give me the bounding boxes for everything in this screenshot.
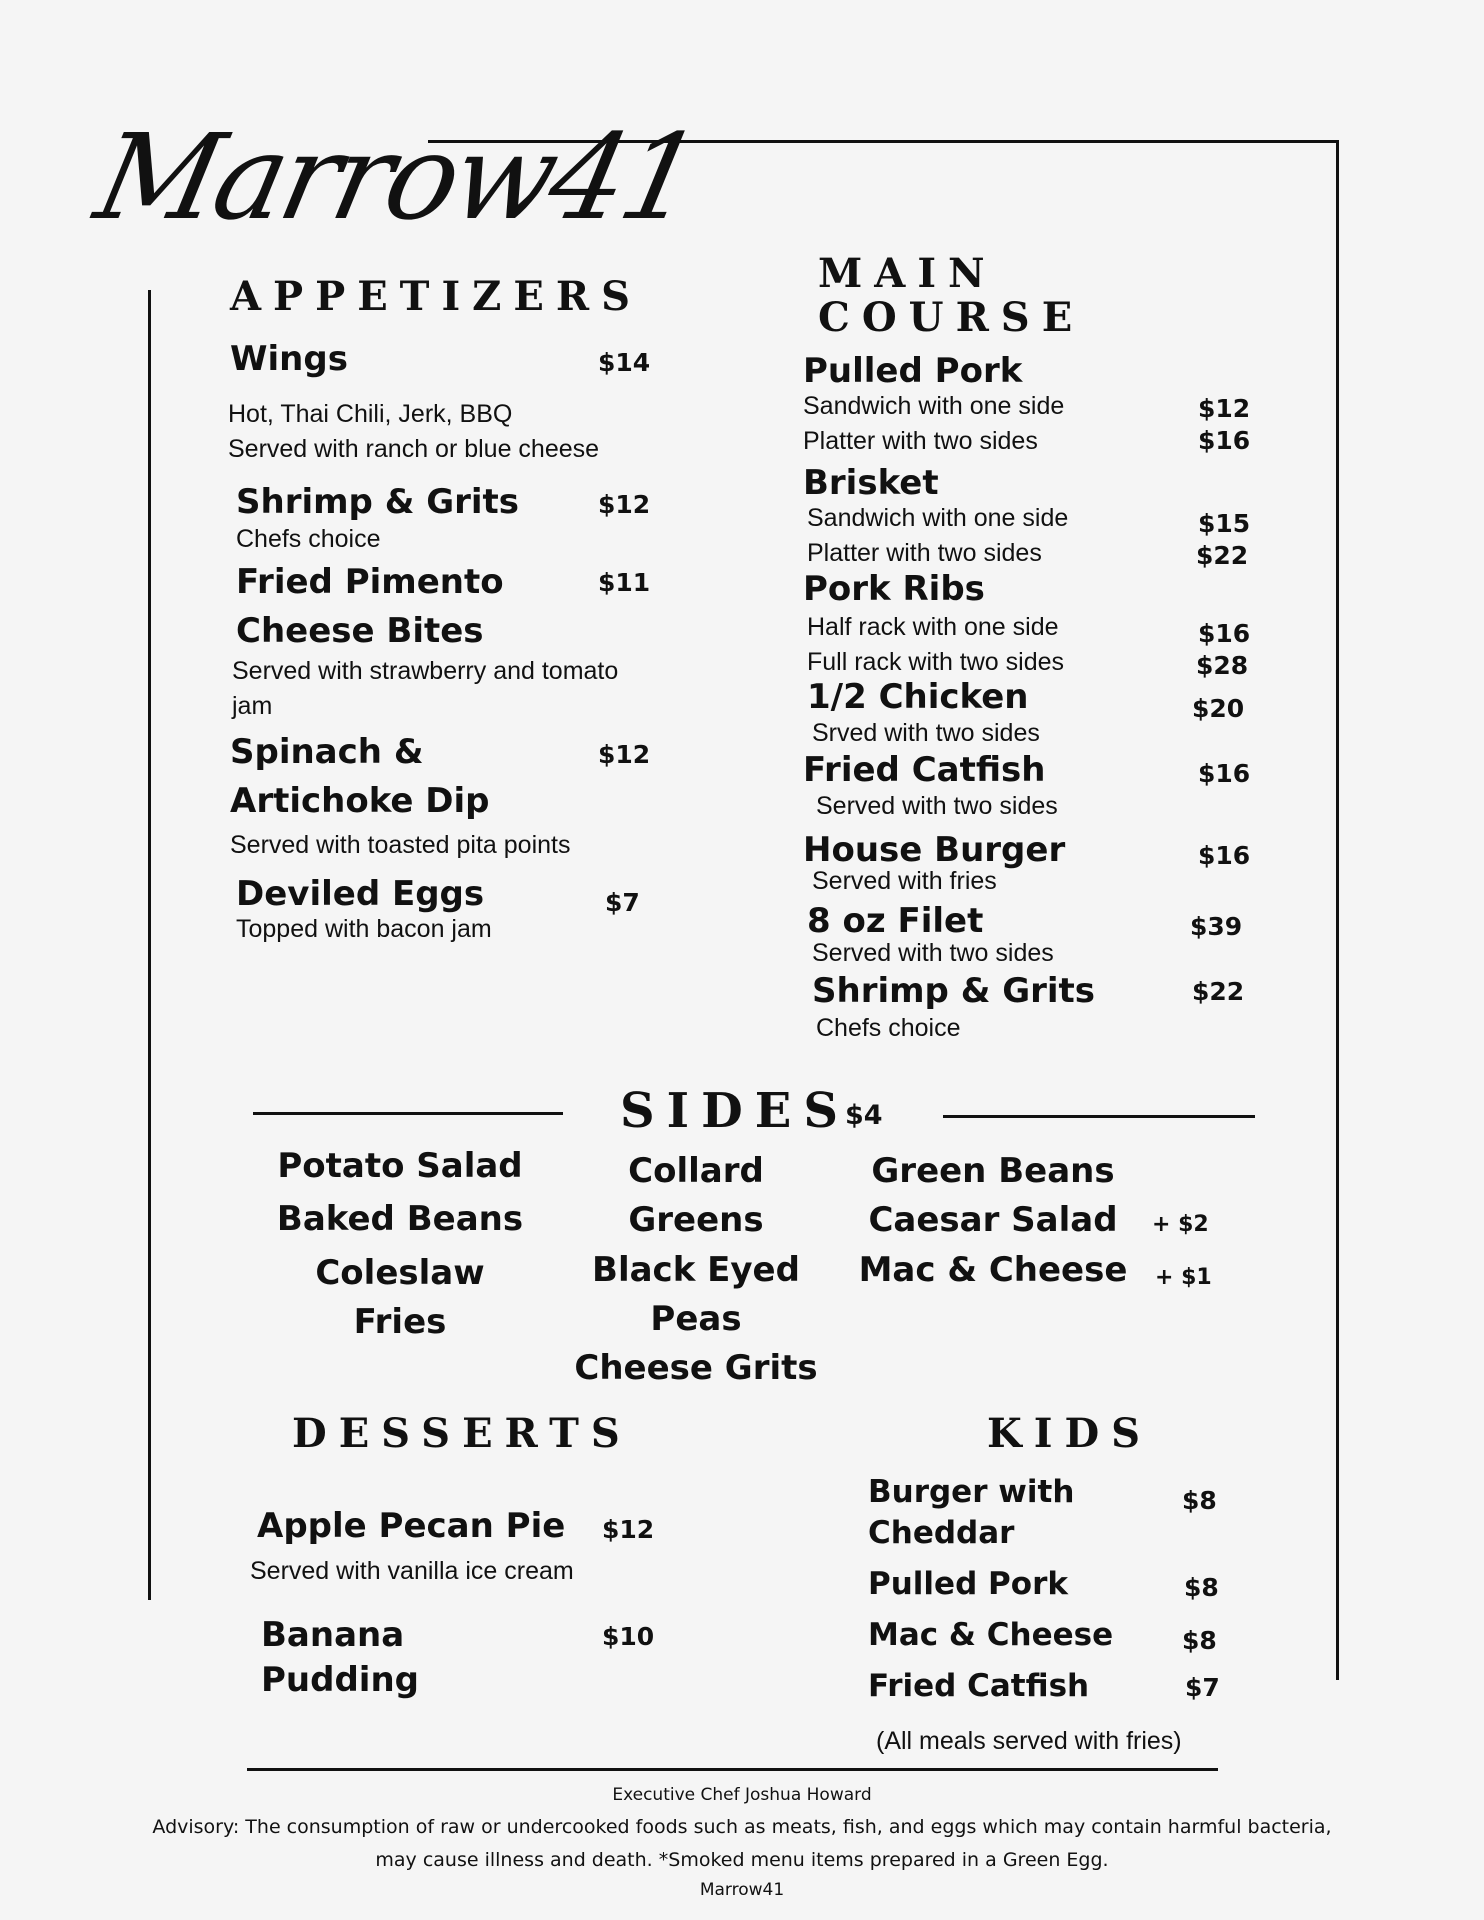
main-item-name: Pork Ribs	[803, 569, 985, 609]
main-item-option: Platter with two sides	[803, 427, 1038, 455]
footer-brand: Marrow41	[699, 1880, 785, 1900]
appetizer-name: Cheese Bites	[236, 611, 484, 651]
side-item: Cheese Grits	[574, 1348, 818, 1389]
side-item: Caesar Salad	[868, 1200, 1118, 1241]
kids-item-price: $8	[1182, 1486, 1217, 1515]
main-item-desc: Srved with two sides	[812, 719, 1040, 747]
kids-title: KIDS	[987, 1410, 1153, 1457]
side-item: Baked Beans	[276, 1199, 524, 1240]
appetizers-title: APPETIZERS	[230, 273, 642, 320]
appetizer-name: Artichoke Dip	[230, 781, 490, 821]
appetizer-desc: Hot, Thai Chili, Jerk, BBQ	[228, 400, 513, 428]
side-upcharge: + $1	[1155, 1265, 1212, 1290]
side-item: Mac & Cheese	[858, 1249, 1128, 1290]
appetizer-price: $7	[605, 888, 640, 917]
appetizer-price: $11	[598, 568, 651, 597]
dessert-price: $10	[602, 1622, 655, 1651]
footer-rule	[247, 1768, 1218, 1771]
appetizer-price: $12	[598, 740, 651, 769]
appetizer-price: $14	[598, 348, 651, 377]
dessert-name: Apple Pecan Pie	[257, 1506, 566, 1546]
appetizer-desc: Served with toasted pita points	[230, 831, 571, 859]
appetizer-name: Wings	[230, 339, 348, 379]
main-item-name: 8 oz Filet	[807, 901, 984, 941]
main-item-price: $28	[1196, 651, 1249, 680]
sides-column-3	[843, 1147, 1143, 1295]
main-item-desc: Served with two sides	[812, 939, 1054, 967]
frame-right-line	[1336, 140, 1339, 1680]
main-course-title: COURSE	[818, 294, 1085, 341]
side-item: Black Eyed	[592, 1249, 800, 1290]
dessert-desc: Served with vanilla ice cream	[250, 1557, 574, 1585]
kids-item-name: Mac & Cheese	[868, 1617, 1114, 1653]
main-item-desc: Served with two sides	[816, 792, 1058, 820]
side-item: Potato Salad	[277, 1146, 523, 1186]
appetizer-name: Spinach &	[230, 732, 424, 772]
kids-item-name: Burger with	[868, 1474, 1075, 1510]
main-item-name: Fried Catfish	[803, 750, 1046, 790]
main-item-price: $15	[1198, 509, 1251, 538]
dessert-name: Pudding	[261, 1660, 419, 1700]
main-item-option: Half rack with one side	[807, 613, 1059, 641]
side-upcharge: + $2	[1152, 1212, 1209, 1237]
main-item-desc: Served with fries	[812, 867, 997, 895]
main-item-price: $39	[1190, 912, 1243, 941]
appetizer-desc: Topped with bacon jam	[236, 915, 492, 943]
side-item: Collard	[628, 1151, 764, 1191]
advisory-line: Advisory: The consumption of raw or undercooked foods such as meats, fish, and eggs which may contain harmful bacteria,	[152, 1816, 1332, 1838]
sides-rule-right	[943, 1115, 1255, 1118]
main-item-option: Full rack with two sides	[807, 648, 1065, 676]
appetizer-name: Deviled Eggs	[236, 874, 485, 914]
frame-left-line	[148, 290, 151, 1600]
main-item-option: Sandwich with one side	[807, 504, 1069, 532]
main-item-name: Pulled Pork	[803, 351, 1023, 391]
main-item-price: $12	[1198, 394, 1251, 423]
kids-item-name: Fried Catfish	[868, 1668, 1090, 1704]
appetizer-desc: Served with strawberry and tomato	[232, 657, 619, 685]
appetizer-name: Shrimp & Grits	[236, 482, 520, 522]
executive-chef: Executive Chef Joshua Howard	[612, 1785, 872, 1805]
main-item-desc: Chefs choice	[816, 1014, 961, 1042]
kids-item-price: $8	[1182, 1626, 1217, 1655]
main-item-option: Sandwich with one side	[803, 392, 1065, 420]
dessert-name: Banana	[261, 1615, 405, 1655]
appetizer-desc: Served with ranch or blue cheese	[228, 435, 600, 463]
dessert-price: $12	[602, 1515, 655, 1544]
advisory-line: may cause illness and death. *Smoked menu items prepared in a Green Egg.	[375, 1849, 1109, 1871]
main-item-price: $20	[1192, 694, 1245, 723]
main-item-price: $22	[1196, 541, 1249, 570]
desserts-title: DESSERTS	[292, 1410, 632, 1457]
main-item-price: $22	[1192, 977, 1245, 1006]
side-item: Coleslaw	[315, 1252, 485, 1293]
appetizer-desc: Chefs choice	[236, 525, 381, 553]
kids-item-price: $8	[1184, 1573, 1219, 1602]
main-item-name: Shrimp & Grits	[812, 971, 1096, 1011]
main-item-price: $16	[1198, 426, 1251, 455]
side-item: Fries	[353, 1301, 447, 1342]
main-item-price: $16	[1198, 841, 1251, 870]
sides-title: SIDES	[620, 1083, 850, 1139]
main-item-name: Brisket	[803, 463, 939, 503]
kids-note: (All meals served with fries)	[876, 1727, 1182, 1755]
appetizer-name: Fried Pimento	[236, 562, 504, 602]
sides-column-2	[546, 1147, 846, 1393]
side-item: Peas	[650, 1298, 742, 1339]
main-course-title: MAIN	[818, 250, 997, 297]
appetizer-price: $12	[598, 490, 651, 519]
main-item-name: House Burger	[803, 830, 1066, 870]
main-item-name: 1/2 Chicken	[807, 677, 1029, 717]
appetizer-desc: jam	[232, 692, 273, 720]
kids-item-name: Cheddar	[868, 1515, 1015, 1551]
restaurant-logo: Marrow41	[85, 108, 709, 246]
kids-item-price: $7	[1185, 1673, 1220, 1702]
main-item-option: Platter with two sides	[807, 539, 1042, 567]
main-item-price: $16	[1198, 759, 1251, 788]
side-item: Greens	[628, 1200, 764, 1241]
kids-item-name: Pulled Pork	[868, 1566, 1068, 1602]
side-item: Green Beans	[871, 1151, 1115, 1191]
main-item-price: $16	[1198, 619, 1251, 648]
sides-price: $4	[845, 1100, 883, 1131]
sides-column-1	[250, 1142, 550, 1347]
sides-rule-left	[253, 1112, 563, 1115]
